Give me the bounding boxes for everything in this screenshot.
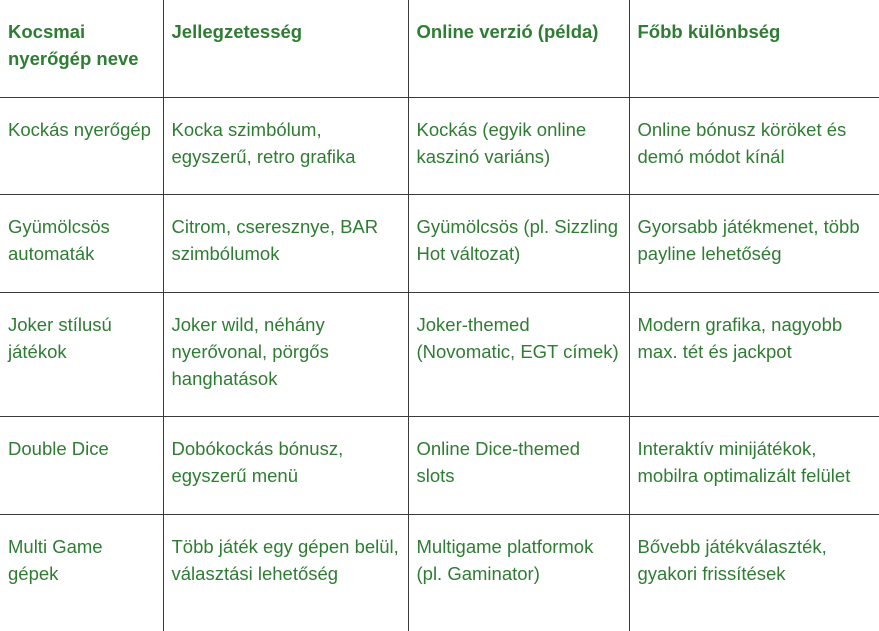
table-cell: Kockás nyerőgép xyxy=(0,97,163,194)
table-cell: Online bónusz köröket és demó módot kínál xyxy=(629,97,879,194)
table-cell: Bővebb játékválaszték, gyakori frissítések xyxy=(629,514,879,631)
header-cell-online-version: Online verzió (példa) xyxy=(408,0,629,97)
table-cell: Multi Game gépek xyxy=(0,514,163,631)
table-cell: Interaktív minijátékok, mobilra optimalizált felület xyxy=(629,416,879,514)
table-header-row xyxy=(0,0,879,97)
table-cell: Joker wild, néhány nyerővonal, pörgős hanghatások xyxy=(163,292,408,416)
header-cell-name: Kocsmai nyerőgép neve xyxy=(0,0,163,97)
table-cell: Joker stílusú játékok xyxy=(0,292,163,416)
table-row xyxy=(0,194,879,292)
table-cell: Dobókockás bónusz, egyszerű menü xyxy=(163,416,408,514)
table-row xyxy=(0,292,879,416)
table-cell: Joker-themed (Novomatic, EGT címek) xyxy=(408,292,629,416)
table-row xyxy=(0,97,879,194)
table-cell: Double Dice xyxy=(0,416,163,514)
table-cell: Citrom, cseresznye, BAR szimbólumok xyxy=(163,194,408,292)
header-cell-difference: Főbb különbség xyxy=(629,0,879,97)
table-row xyxy=(0,416,879,514)
table-cell: Gyorsabb játékmenet, több payline lehetőség xyxy=(629,194,879,292)
table-cell: Gyümölcsös (pl. Sizzling Hot változat) xyxy=(408,194,629,292)
table-cell: Több játék egy gépen belül, választási lehetőség xyxy=(163,514,408,631)
table-row xyxy=(0,514,879,631)
table-cell: Online Dice-themed slots xyxy=(408,416,629,514)
header-cell-feature: Jellegzetesség xyxy=(163,0,408,97)
table-cell: Kocka szimbólum, egyszerű, retro grafika xyxy=(163,97,408,194)
table-cell: Modern grafika, nagyobb max. tét és jackpot xyxy=(629,292,879,416)
table-cell: Gyümölcsös automaták xyxy=(0,194,163,292)
table-cell: Kockás (egyik online kaszinó variáns) xyxy=(408,97,629,194)
table-cell: Multigame platformok (pl. Gaminator) xyxy=(408,514,629,631)
